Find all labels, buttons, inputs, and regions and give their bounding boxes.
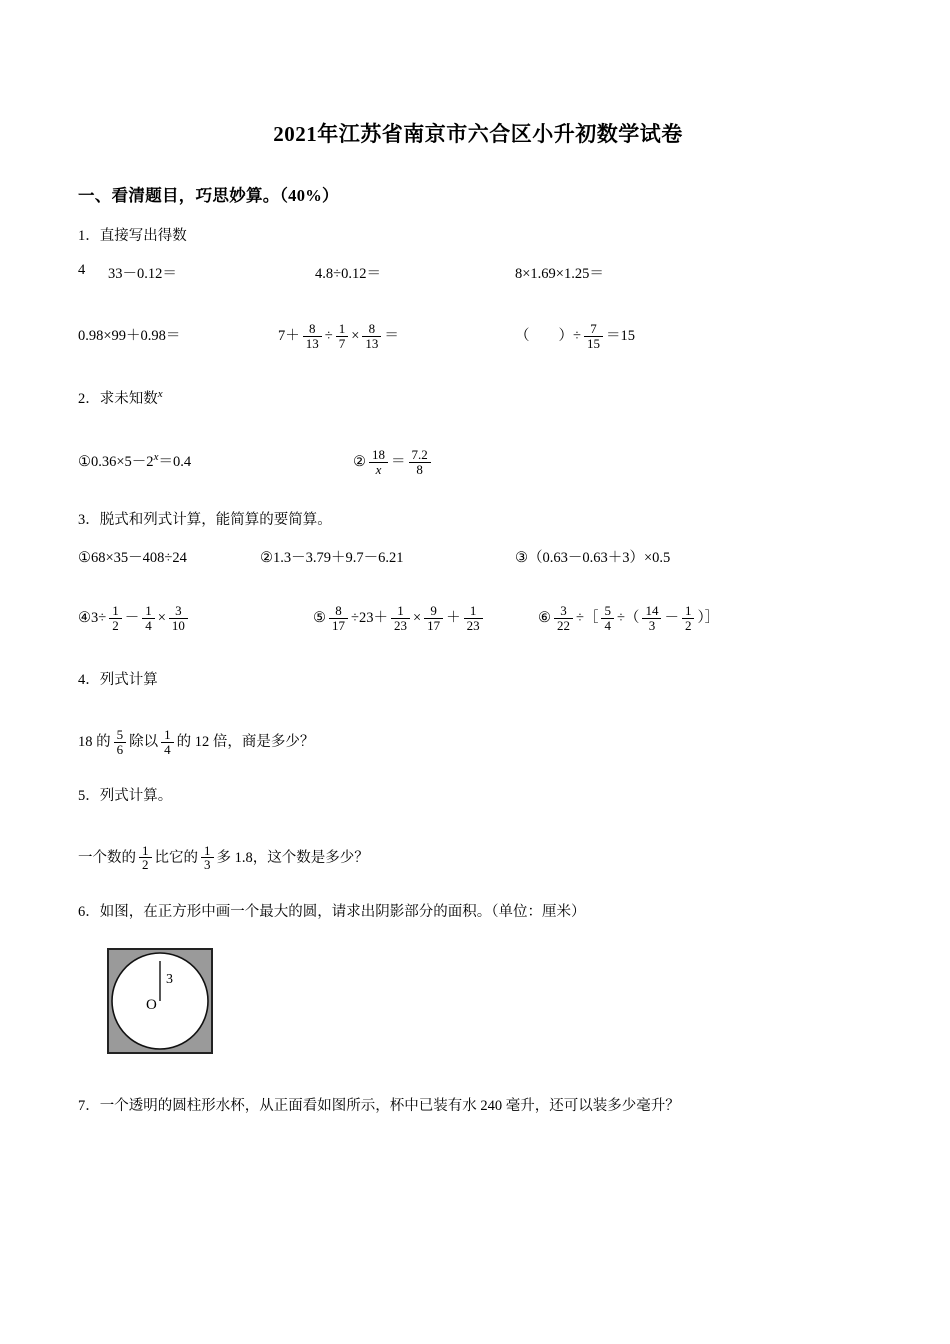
q3-item-1: ①68×35－408÷24 [78, 550, 187, 567]
question-3-text: 脱式和列式计算，能简算的要简算。 [99, 512, 332, 529]
q1-row1-lead: 4 [78, 261, 86, 278]
question-6-figure [106, 947, 878, 1062]
q4-post: 的 12 倍，商是多少？ [176, 733, 315, 750]
q4-expression [78, 726, 315, 758]
question-6-number: 6． [78, 903, 100, 920]
fraction-7-15: $\frac{7}{15}$ [584, 322, 603, 350]
q5-mid: 比它的 [154, 849, 198, 866]
question-2-number: 2． [78, 390, 100, 407]
q2-item2-marker: ② [353, 454, 366, 471]
q3-item-4 [78, 603, 191, 634]
q5-pre: 一个数的 [78, 849, 136, 866]
question-4-body [78, 714, 878, 760]
fraction-1-4-q4: $\frac{1}{4}$ [161, 728, 174, 756]
question-3-number: 3． [78, 512, 100, 529]
document-content [78, 0, 878, 1118]
q2-item1-text: ①0.36×5－2 [78, 454, 154, 471]
q1-row2-b-post: ＝ [384, 327, 399, 344]
q5-post: 多 1.8，这个数是多少？ [216, 849, 369, 866]
q3-item5-mid: ÷23＋ [351, 610, 388, 627]
question-1-text: 直接写出得数 [99, 228, 187, 244]
q1-row2-b-mid: ÷ [324, 327, 333, 344]
q3-item-5 [313, 603, 486, 634]
q1-row2-c-post: ＝15 [605, 327, 635, 344]
fraction-18-x: $\frac{18}{x}$ [369, 448, 388, 476]
q2-item1-end: ＝0.4 [158, 454, 192, 471]
question-4-number: 4． [78, 672, 100, 689]
question-6-text: 如图，在正方形中画一个最大的圆，请求出阴影部分的面积。（单位：厘米） [99, 903, 586, 920]
question-5-body [78, 830, 878, 876]
q3-item5-times: × [412, 610, 422, 627]
question-3-prompt [78, 510, 878, 532]
q1-row2-item-b [278, 320, 399, 352]
q1-row2-b-times: × [351, 327, 360, 344]
q3-item6-marker: ⑥ [538, 610, 551, 627]
fraction-3-10: $\frac{3}{10}$ [169, 604, 188, 632]
fraction-1-2-q5: $\frac{1}{2}$ [139, 844, 152, 872]
fraction-14-3: $\frac{14}{3}$ [642, 604, 661, 632]
q3-item4-minus: － [124, 610, 140, 627]
q4-pre: 18 的 [78, 733, 111, 750]
question-1-row-2 [78, 310, 878, 356]
fraction-5-6: $\frac{5}{6}$ [114, 728, 127, 756]
question-1-number: 1． [78, 228, 100, 244]
q2-item-1 [78, 450, 191, 471]
q1-row2-item-c [515, 320, 635, 352]
fraction-8-13-b: $\frac{8}{13}$ [362, 322, 381, 350]
q2-item1-exponent: x [153, 451, 159, 464]
q3-item6-mid: ÷［ [576, 610, 599, 627]
q1-row2-b-pre: 7＋ [278, 327, 300, 344]
fraction-1-2-b: $\frac{1}{2}$ [682, 604, 695, 632]
question-5-text: 列式计算。 [99, 787, 173, 804]
question-1-prompt [78, 226, 878, 248]
fraction-5-4: $\frac{5}{4}$ [601, 604, 614, 632]
fraction-1-23: $\frac{1}{23}$ [391, 604, 410, 632]
fraction-8-13: $\frac{8}{13}$ [303, 322, 322, 350]
q1-row2-item-a: 0.98×99＋0.98＝ [78, 327, 181, 344]
center-label: O [146, 997, 157, 1014]
fraction-1-23-b: $\frac{1}{23}$ [464, 604, 483, 632]
question-5-prompt [78, 786, 878, 808]
square-with-inscribed-circle-diagram [106, 947, 216, 1057]
q1-row1-item-b: 4.8÷0.12＝ [315, 265, 381, 282]
q3-item4-pre: ④3÷ [78, 610, 107, 627]
q3-item4-times: × [157, 610, 166, 627]
question-2-items [78, 436, 878, 482]
q4-mid: 除以 [129, 733, 159, 750]
q3-item6-div: ÷（ [616, 610, 640, 627]
question-7-text: 一个透明的圆柱形水杯，从正面看如图所示，杯中已装有水 240 毫升，还可以装多少毫升？ [99, 1098, 680, 1115]
q3-item5-plus: ＋ [446, 610, 461, 627]
radius-label: 3 [166, 972, 173, 988]
fraction-1-3-q5: $\frac{1}{3}$ [201, 844, 214, 872]
q2-item2-equals: ＝ [391, 454, 406, 471]
q3-item-6 [538, 603, 720, 634]
fraction-3-22: $\frac{3}{22}$ [554, 604, 573, 632]
page-title: 2021年江苏省南京市六合区小升初数学试卷 [273, 122, 683, 146]
q3-item-2: ②1.3－3.79＋9.7－6.21 [260, 550, 404, 567]
fraction-1-2: $\frac{1}{2}$ [109, 604, 122, 632]
question-3-line-2 [78, 592, 878, 640]
question-7-prompt [78, 1096, 878, 1118]
q3-item5-marker: ⑤ [313, 610, 326, 627]
section-heading-1: 一、看清题目，巧思妙算。（40%） [78, 186, 339, 205]
q2-item-2 [353, 447, 434, 478]
question-2-text: 求未知数 [99, 390, 158, 407]
q1-row2-c-pre: （ ）÷ [515, 327, 581, 344]
fraction-7p2-8: $\frac{7.2}{8}$ [409, 448, 431, 476]
fraction-1-4: $\frac{1}{4}$ [142, 604, 155, 632]
q1-row1-item-a: 33－0.12＝ [108, 265, 177, 282]
question-2-variable: x [157, 387, 163, 400]
question-4-prompt [78, 670, 878, 692]
question-1-row-1 [78, 262, 878, 284]
question-6-prompt [78, 902, 878, 924]
q5-expression [78, 842, 369, 874]
question-2-prompt [78, 386, 878, 411]
question-4-text: 列式计算 [99, 672, 158, 689]
fraction-8-17: $\frac{8}{17}$ [329, 604, 348, 632]
q1-row1-item-c: 8×1.69×1.25＝ [515, 265, 604, 282]
q3-item6-minus: － [664, 610, 679, 627]
question-3-line-1 [78, 546, 878, 568]
fraction-9-17: $\frac{9}{17}$ [424, 604, 443, 632]
q3-item6-post: ）］ [697, 610, 720, 627]
question-7-number: 7． [78, 1098, 100, 1115]
question-5-number: 5． [78, 787, 100, 804]
fraction-1-7: $\frac{1}{7}$ [336, 322, 349, 350]
q3-item-3: ③（0.63－0.63＋3）×0.5 [515, 550, 671, 567]
